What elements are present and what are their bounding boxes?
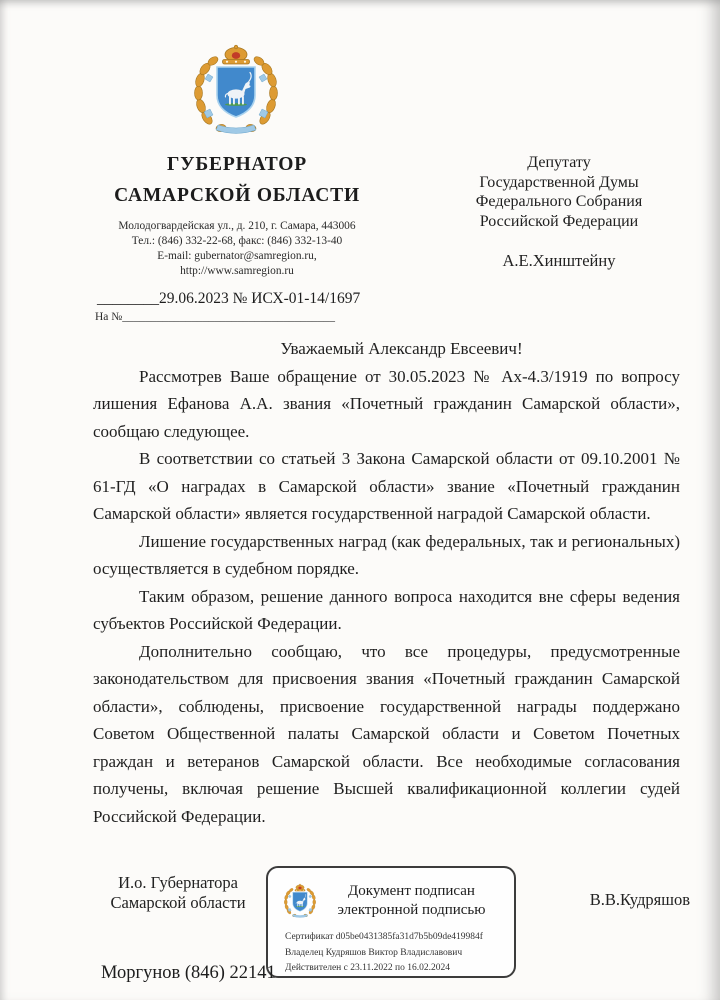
signer-position-line: Самарской области xyxy=(110,893,246,912)
letter-body xyxy=(93,335,680,830)
executor-contact: Моргунов (846) 22141 xyxy=(101,963,276,983)
recipient-name: А.Е.Хинштейну xyxy=(502,251,616,270)
org-address-line: http://www.samregion.ru xyxy=(180,265,294,277)
stamp-validity: Действителен с 23.11.2022 по 16.02.2024 xyxy=(285,963,450,973)
org-title-line: ГУБЕРНАТОР xyxy=(167,154,307,175)
org-title xyxy=(88,149,386,211)
body-paragraph: Таким образом, решение данного вопроса находится вне сферы ведения субъектов Российской Федерации. xyxy=(93,586,680,633)
body-paragraph: Лишение государственных наград (как федеральных, так и региональных) осуществляется в судебном порядке. xyxy=(93,531,680,578)
outgoing-reference xyxy=(97,290,360,308)
stamp-details xyxy=(268,925,514,977)
org-title-line: САМАРСКОЙ ОБЛАСТИ xyxy=(114,185,360,206)
recipient-line: Федерального Собрания xyxy=(475,193,643,210)
body-paragraph: В соответствии со статьей 3 Закона Самарской области от 09.10.2001 № 61-ГД «О наградах в Самарской области» звание «Почетный гражданин Самарской области» является государственной наградой Самарской области. xyxy=(93,449,680,523)
signer-name: В.В.Кудряшов xyxy=(589,890,690,909)
na-label: На № xyxy=(95,311,123,323)
samara-coat-of-arms xyxy=(186,44,286,136)
recipient-line: Депутату xyxy=(527,154,591,171)
stamp-title-line: электронной подписью xyxy=(337,902,486,918)
signer-position xyxy=(98,873,258,913)
date-and-number: 29.06.2023 № ИСХ-01-14/1697 xyxy=(159,290,361,307)
signer-position-line: И.о. Губернатора xyxy=(118,873,238,892)
org-address xyxy=(88,219,386,279)
date-blank-line: ________ xyxy=(97,290,159,307)
salutation: Уважаемый Александр Евсеевич! xyxy=(280,339,523,358)
stamp-title-line: Документ подписан xyxy=(348,882,475,899)
stamp-owner: Владелец Кудряшов Виктор Владиславович xyxy=(285,947,463,958)
stamp-header xyxy=(268,868,514,925)
recipient-line: Российской Федерации xyxy=(479,212,639,230)
recipient-line: Государственной Думы xyxy=(479,173,639,191)
stamp-coat-of-arms-icon xyxy=(281,877,319,925)
org-address-line: E-mail: gubernator@samregion.ru, xyxy=(157,250,317,262)
incoming-reference xyxy=(95,311,335,323)
body-paragraph: Рассмотрев Ваше обращение от 30.05.2023 № Ах-4.3/1919 по вопросу лишения Ефанова А.А. звания «Почетный гражданин Самарской области», сообщаю следующее. xyxy=(93,366,680,441)
na-blank-line: _____________________________________ xyxy=(122,311,336,323)
digital-signature-stamp xyxy=(266,866,516,978)
recipient-block xyxy=(420,153,698,231)
org-address-line: Тел.: (846) 332-22-68, факс: (846) 332-13-40 xyxy=(131,235,343,247)
stamp-certificate: Сертификат d05be0431385fa31d7b5b09de419984f xyxy=(285,932,483,942)
stamp-title xyxy=(319,882,504,921)
org-address-line: Молодогвардейская ул., д. 210, г. Самара, 443006 xyxy=(118,220,356,232)
body-paragraph: Дополнительно сообщаю, что все процедуры, предусмотренные законодательством для присвоения звания «Почетный гражданин Самарской области», соблюдены, присвоение государственной награды поддержано Советом Общественной палаты Самарской области и Советом Почетных граждан и ветеранов Самарской области. Все необходимые согласования получены, включая решение Высшей квалификационной коллегии судей Российской Федерации. xyxy=(93,641,680,826)
